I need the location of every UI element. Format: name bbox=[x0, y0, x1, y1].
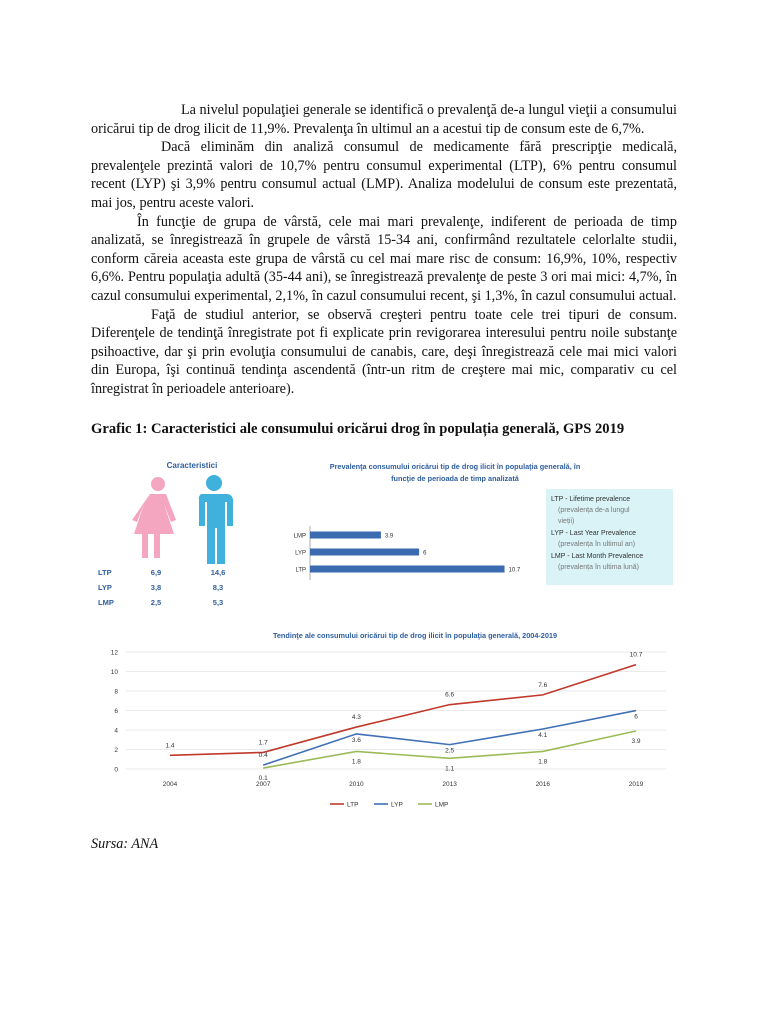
bar bbox=[310, 532, 381, 539]
y-tick-label: 12 bbox=[110, 649, 118, 657]
figure-caption: Grafic 1: Caracteristici ale consumului oricărui drog în populația generală, GPS 2019 bbox=[91, 421, 625, 437]
figure bbox=[80, 448, 690, 828]
line-chart bbox=[111, 631, 666, 809]
y-tick-label: 0 bbox=[114, 766, 118, 774]
legend-line: vieții) bbox=[558, 518, 575, 525]
legend-line: (prevalența de-a lungul bbox=[558, 507, 630, 514]
bar-chart-title-line2: funcţie de perioada de timp analizată bbox=[391, 474, 519, 483]
male-icon bbox=[199, 475, 233, 564]
female-icon bbox=[132, 477, 176, 558]
data-label: 1.7 bbox=[258, 739, 268, 747]
x-tick-label: 2010 bbox=[349, 781, 364, 788]
data-label: 3.6 bbox=[351, 736, 361, 744]
data-label: 2.5 bbox=[445, 747, 455, 755]
data-label: 0.1 bbox=[258, 775, 268, 783]
y-tick-label: 4 bbox=[114, 727, 118, 735]
char-female-value: 3,8 bbox=[150, 583, 162, 592]
body-text bbox=[91, 101, 677, 399]
line-chart-title: Tendinţe ale consumului oricărui tip de drog ilicit în populaţia generală, 2004-2019 bbox=[272, 631, 558, 640]
bar bbox=[310, 549, 419, 556]
bar-category-label: LYP bbox=[295, 550, 306, 557]
characteristics-title: Caracteristici bbox=[166, 461, 218, 470]
data-label: 10.7 bbox=[629, 651, 643, 659]
x-tick-label: 2019 bbox=[628, 781, 644, 788]
paragraph-4: Faţă de studiul anterior, se observă creşteri pentru toate cele trei tipuri de consum. Diferenţele de tendinţă înregistrate pot fi explicate prin revigorarea interesului pentru noile substanţe psihoactive, dar şi prin evoluţia consumului de canabis, care, deşi înregistrează cele mai mici valori din Europa, îşi continuă tendinţa ascendentă (într-un ritm de creştere mai mic, comparativ cu cel înregistrat în perioadele anterioare). bbox=[91, 306, 677, 397]
paragraph-3: În funcţie de grupa de vârstă, cele mai mari prevalenţe, indiferent de perioada de timp analizată, se înregistrează în grupele de vârstă 15-34 ani, confirmând rezultatele celorlalte studii, conform căreia aceasta este grupa de vârstă cu cel mai mare risc de consum: 16,9%, 10%, respectiv 6,6%. Pentru populaţia adultă (35-44 ani), se înregistrează prevalenţe de peste 3 ori mai mici: 4,7%, în cazul consumului experimental, 2,1%, în cazul consumului recent, şi 1,3%, în cazul consumului actual. bbox=[91, 213, 677, 304]
data-label: 4.3 bbox=[351, 714, 361, 722]
char-female-value: 2,5 bbox=[150, 598, 162, 607]
bar-chart bbox=[294, 462, 581, 580]
paragraph-2: Dacă eliminăm din analiză consumul de medicamente fără prescripţie medicală, prevalenţele prezintă valori de 10,7% pentru consumul experimental (LTP), 6% pentru consumul recent (LYP) şi 3,9% pentru consumul actual (LMP). Analiza modelului de consum este prezentată, mai jos, pentru aceste valori. bbox=[91, 139, 677, 211]
data-label: 1.8 bbox=[538, 758, 548, 766]
bar bbox=[310, 566, 505, 573]
char-male-value: 8,3 bbox=[212, 583, 224, 592]
bar-category-label: LTP bbox=[295, 567, 306, 574]
legend-line: LTP - Lifetime prevalence bbox=[551, 496, 631, 503]
legend-line: LMP - Last Month Prevalence bbox=[551, 553, 644, 560]
legend-line: LYP - Last Year Prevalence bbox=[551, 530, 636, 537]
series-line-ltp bbox=[170, 665, 636, 756]
paragraph-1: La nivelul populaţiei generale se identifică o prevalenţă de-a lungul vieţii a consumului oricărui tip de drog ilicit de 11,9%. Prevalenţa în ultimul an a acestui tip de consum este de 6,7%. bbox=[91, 102, 677, 137]
bar-category-label: LMP bbox=[293, 533, 306, 540]
data-label: 4.1 bbox=[538, 732, 548, 740]
y-tick-label: 8 bbox=[114, 688, 118, 696]
data-label: 7.6 bbox=[538, 681, 548, 689]
source-note: Sursa: ANA bbox=[91, 836, 159, 852]
legend-line: (prevalența în ultima lună) bbox=[558, 564, 639, 571]
legend-box-text bbox=[551, 496, 643, 571]
legend-label: LYP bbox=[391, 801, 403, 809]
char-male-value: 14,6 bbox=[210, 568, 226, 577]
bar-value-label: 10.7 bbox=[508, 567, 521, 574]
legend-label: LMP bbox=[435, 801, 449, 809]
legend-line: (prevalența în ultimul an) bbox=[558, 541, 636, 548]
char-row-label: LTP bbox=[98, 568, 112, 577]
x-tick-label: 2007 bbox=[255, 781, 271, 788]
bar-value-label: 3.9 bbox=[384, 533, 394, 540]
data-label: 1.1 bbox=[445, 765, 455, 773]
char-row-label: LMP bbox=[98, 598, 114, 607]
data-label: 0.4 bbox=[258, 752, 268, 760]
char-female-value: 6,9 bbox=[150, 568, 162, 577]
bar-chart-title-line1: Prevalenţa consumului oricărui tip de drog ilicit în populaţia generală, în bbox=[329, 462, 581, 471]
y-tick-label: 2 bbox=[114, 747, 118, 754]
x-tick-label: 2016 bbox=[535, 781, 551, 788]
characteristics-table bbox=[98, 568, 225, 607]
data-label: 1.4 bbox=[165, 742, 175, 750]
legend-label: LTP bbox=[347, 801, 359, 809]
char-row-label: LYP bbox=[98, 583, 112, 592]
x-tick-label: 2013 bbox=[442, 781, 457, 788]
data-label: 6 bbox=[634, 713, 638, 721]
bar-value-label: 6 bbox=[423, 550, 427, 557]
x-tick-label: 2004 bbox=[162, 781, 178, 788]
data-label: 3.9 bbox=[631, 737, 641, 745]
data-label: 1.8 bbox=[351, 758, 361, 766]
y-tick-label: 10 bbox=[110, 669, 118, 676]
char-male-value: 5,3 bbox=[212, 598, 224, 607]
y-tick-label: 6 bbox=[114, 708, 118, 715]
data-label: 6.6 bbox=[445, 691, 455, 699]
